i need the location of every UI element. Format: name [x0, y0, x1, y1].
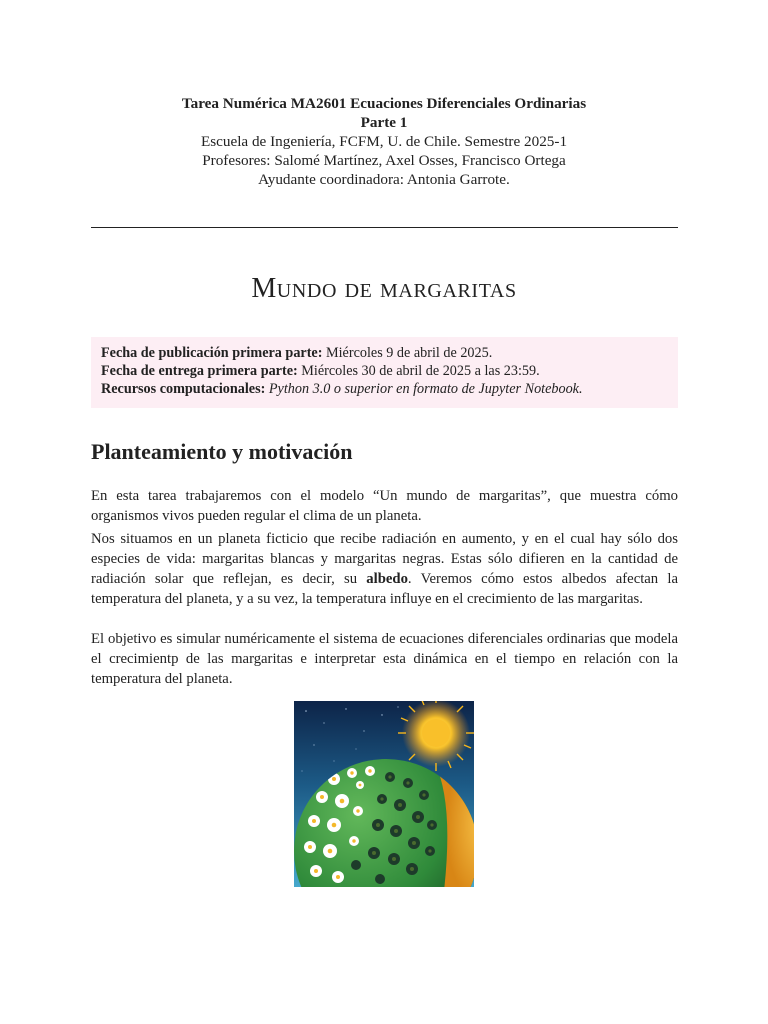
course-title: Tarea Numérica MA2601 Ecuaciones Diferenciales Ordinarias — [181, 95, 587, 112]
assistant-line: Ayudante coordinadora: Antonia Garrote. — [258, 171, 510, 188]
due-date-value: Miércoles 30 de abril de 2025 a las 23:59. — [301, 363, 540, 379]
paragraph-setting — [91, 529, 678, 609]
resources-label: Recursos computacionales: — [101, 381, 266, 397]
due-date-label: Fecha de entrega primera parte: — [101, 363, 298, 379]
header-divider — [91, 227, 678, 228]
publication-date-value: Miércoles 9 de abril de 2025. — [326, 345, 493, 361]
dates-info-box — [91, 337, 678, 408]
daisyworld-illustration-icon — [294, 701, 474, 887]
publication-date-row — [101, 344, 668, 362]
resources-value: Python 3.0 o superior en formato de Jupyter Notebook. — [268, 381, 583, 397]
paragraph-setting-part1: Nos situamos en un planeta ficticio que recibe radiación en aumento, y en el cual hay sólo dos especies de vida: margaritas blancas y margaritas negras. Estas sólo difieren en la cantidad de radiación solar que reflejan, es decir, su — [91, 531, 678, 587]
professors-line: Profesores: Salomé Martínez, Axel Osses, Francisco Ortega — [202, 152, 566, 169]
daisyworld-svg — [294, 701, 474, 887]
publication-date-label: Fecha de publicación primera parte: — [101, 345, 323, 361]
section-heading: Planteamiento y motivación — [91, 439, 353, 464]
document-header — [0, 94, 768, 189]
albedo-term: albedo — [366, 571, 408, 587]
paragraph-intro: En esta tarea trabajaremos con el modelo “Un mundo de margaritas”, que muestra cómo organismos vivos pueden regular el clima de un planeta. — [91, 488, 678, 524]
due-date-row — [101, 362, 668, 380]
part-label: Parte 1 — [360, 114, 408, 131]
paragraph-setting-part2: . Veremos cómo estos albedos afectan la temperatura del planeta, y a su vez, la temperatura influye en el crecimiento de las margaritas. — [91, 571, 678, 607]
document-title: Mundo de margaritas — [251, 273, 517, 304]
school-line: Escuela de Ingeniería, FCFM, U. de Chile. Semestre 2025-1 — [200, 133, 568, 150]
paragraph-objective: El objetivo es simular numéricamente el sistema de ecuaciones diferenciales ordinarias que modela el crecimientp de las margaritas e interpretar esta dinámica en el tiempo en relación con la temperatura del planeta. — [91, 631, 678, 687]
resources-row — [101, 380, 668, 398]
